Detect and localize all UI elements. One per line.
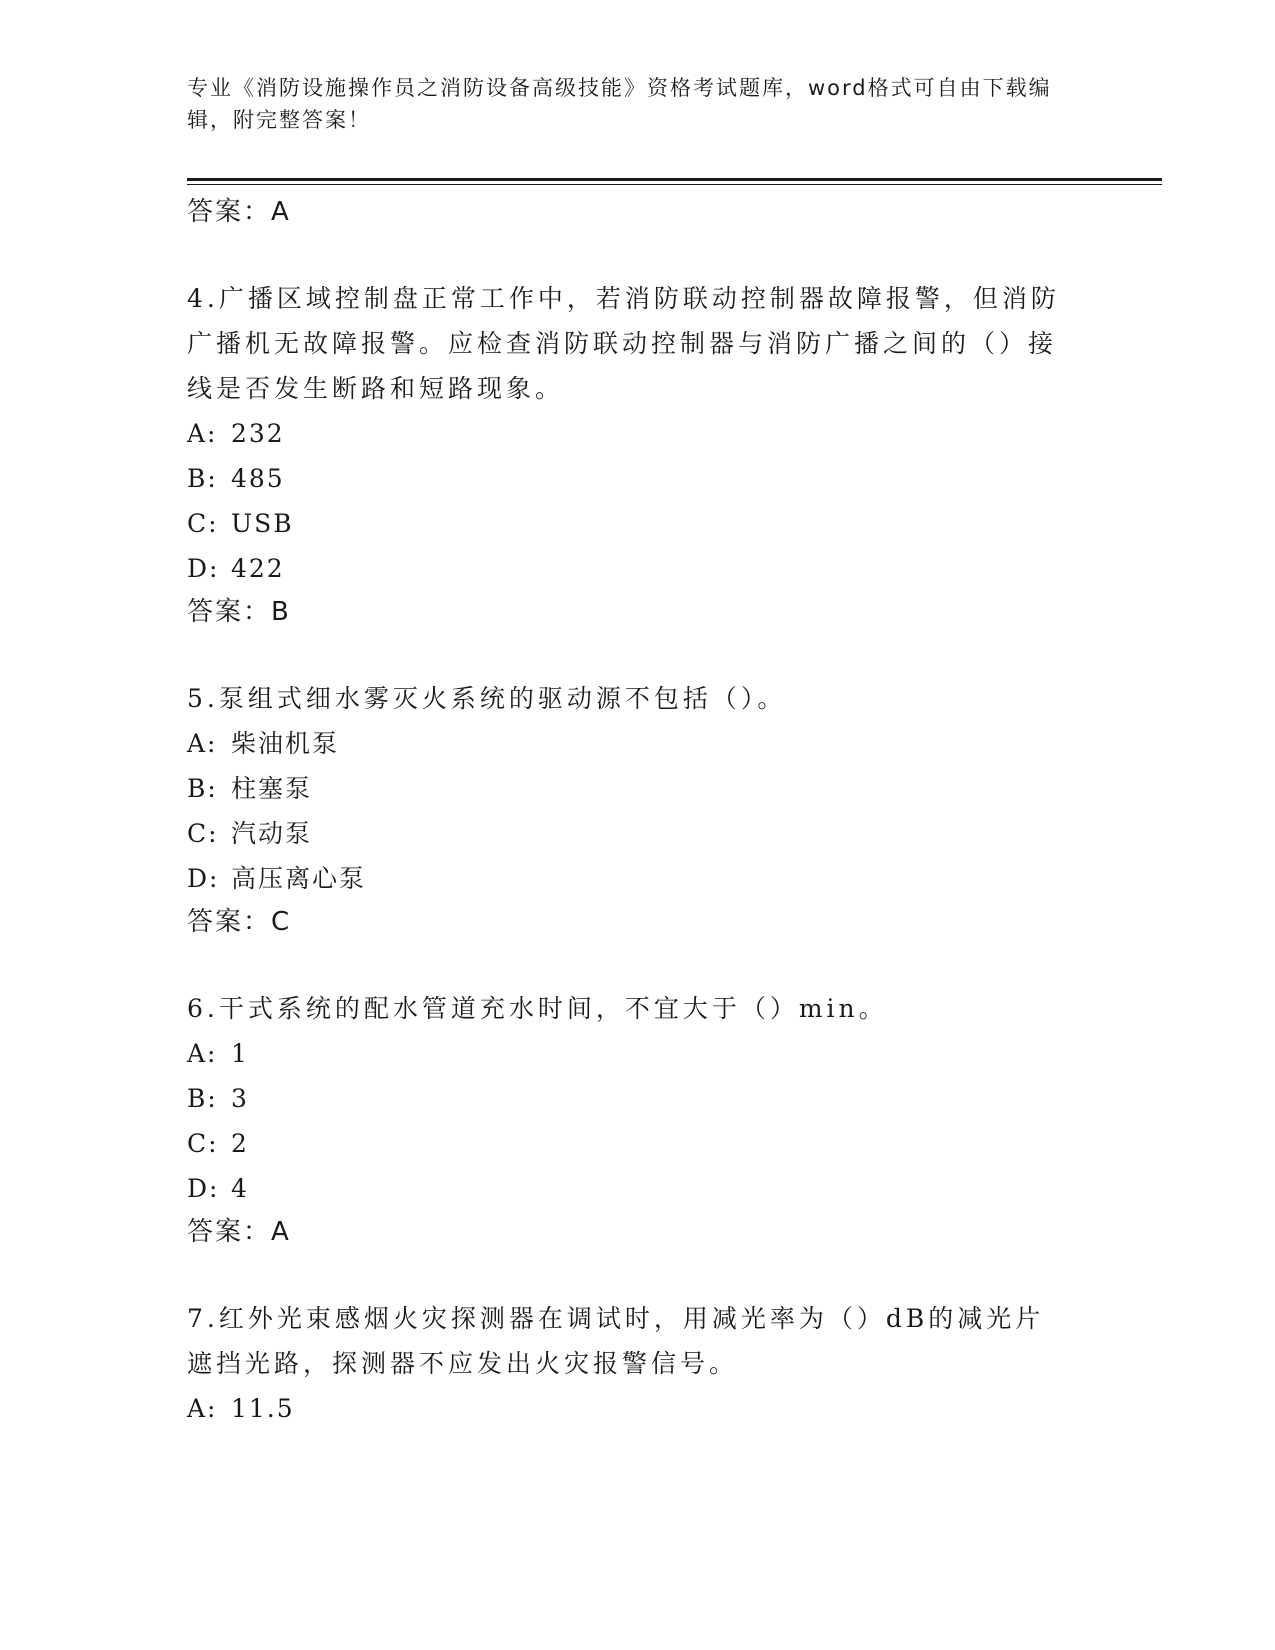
option-d bbox=[187, 1166, 1067, 1211]
option-text: 1 bbox=[231, 1039, 249, 1068]
option-letter: B: bbox=[187, 1084, 218, 1113]
document-header: 专业《消防设施操作员之消防设备高级技能》资格考试题库，word格式可自由下载编辑，附完整答案！ bbox=[187, 76, 1052, 132]
option-a bbox=[187, 1031, 1067, 1076]
option-text: 柴油机泵 bbox=[231, 729, 340, 758]
question-stem: 4.广播区域控制盘正常工作中，若消防联动控制器故障报警，但消防广播机无故障报警。应检查消防联动控制器与消防广播之间的（）接线是否发生断路和短路现象。 bbox=[187, 284, 1060, 403]
option-letter: A: bbox=[187, 729, 218, 758]
option-text: 422 bbox=[231, 554, 285, 583]
option-letter: D: bbox=[187, 1174, 220, 1203]
question-7 bbox=[187, 1296, 1067, 1431]
option-d bbox=[187, 546, 1067, 591]
option-c bbox=[187, 811, 1067, 856]
option-text: 232 bbox=[231, 419, 285, 448]
option-letter: B: bbox=[187, 464, 218, 493]
question-6 bbox=[187, 986, 1067, 1253]
option-text: 汽动泵 bbox=[231, 819, 313, 848]
option-a bbox=[187, 411, 1067, 456]
option-letter: A: bbox=[187, 1394, 218, 1423]
option-text: 11.5 bbox=[231, 1394, 295, 1423]
answer-line: 答案：C bbox=[187, 907, 292, 937]
question-4 bbox=[187, 276, 1067, 633]
option-a bbox=[187, 721, 1067, 766]
option-text: 485 bbox=[231, 464, 285, 493]
option-text: 4 bbox=[231, 1174, 249, 1203]
option-letter: C: bbox=[187, 1129, 219, 1158]
option-text: 2 bbox=[231, 1129, 249, 1158]
option-letter: C: bbox=[187, 509, 219, 538]
option-text: USB bbox=[231, 509, 294, 538]
option-letter: A: bbox=[187, 1039, 218, 1068]
answer-line: 答案：A bbox=[187, 1217, 291, 1247]
question-stem: 7.红外光束感烟火灾探测器在调试时，用减光率为（）dB的减光片遮挡光路，探测器不应发出火灾报警信号。 bbox=[187, 1304, 1045, 1378]
question-stem: 6.干式系统的配水管道充水时间，不宜大于（）min。 bbox=[187, 994, 888, 1023]
option-letter: D: bbox=[187, 864, 220, 893]
question-stem: 5.泵组式细水雾灭火系统的驱动源不包括（）。 bbox=[187, 684, 787, 713]
option-c bbox=[187, 501, 1067, 546]
option-b bbox=[187, 456, 1067, 501]
option-letter: B: bbox=[187, 774, 218, 803]
option-text: 高压离心泵 bbox=[231, 864, 367, 893]
question-list bbox=[187, 191, 1067, 1431]
option-b bbox=[187, 1076, 1067, 1121]
option-d bbox=[187, 856, 1067, 901]
option-letter: A: bbox=[187, 419, 218, 448]
option-text: 柱塞泵 bbox=[231, 774, 313, 803]
header-rule-thin bbox=[187, 184, 1162, 185]
option-letter: C: bbox=[187, 819, 219, 848]
option-c bbox=[187, 1121, 1067, 1166]
answer-line: 答案：B bbox=[187, 597, 291, 627]
option-b bbox=[187, 766, 1067, 811]
option-letter: D: bbox=[187, 554, 220, 583]
answer-line: 答案：A bbox=[187, 197, 291, 227]
option-a bbox=[187, 1386, 1067, 1431]
option-text: 3 bbox=[231, 1084, 249, 1113]
header-rule-thick bbox=[187, 178, 1162, 181]
question-5 bbox=[187, 676, 1067, 943]
